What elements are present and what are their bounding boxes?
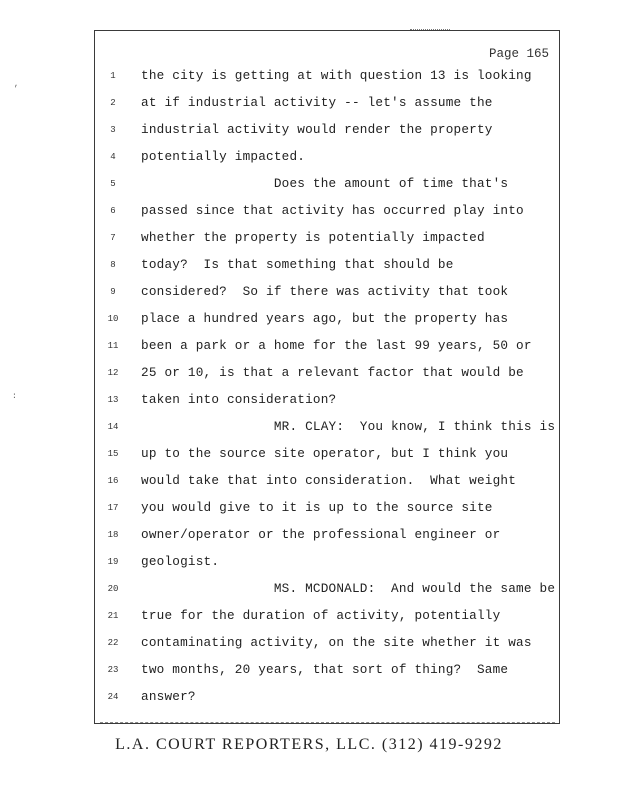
line-text: at if industrial activity -- let's assume the xyxy=(141,95,493,110)
line-text: place a hundred years ago, but the property has xyxy=(141,311,509,326)
transcript-line xyxy=(95,94,561,121)
line-number: 4 xyxy=(110,152,116,162)
line-number: 18 xyxy=(107,530,119,540)
transcript-page xyxy=(94,30,560,724)
line-text: today? Is that something that should be xyxy=(141,257,454,272)
line-text: up to the source site operator, but I think you xyxy=(141,446,509,461)
line-number: 22 xyxy=(107,638,119,648)
bottom-rule xyxy=(100,722,555,723)
transcript-line xyxy=(95,418,561,445)
line-number: 12 xyxy=(107,368,119,378)
line-text: passed since that activity has occurred play into xyxy=(141,203,524,218)
transcript-line xyxy=(95,445,561,472)
transcript-line xyxy=(95,391,561,418)
line-number: 1 xyxy=(110,71,116,81)
line-text: MR. CLAY: You know, I think this is xyxy=(141,419,556,434)
line-text: whether the property is potentially impacted xyxy=(141,230,485,245)
line-number: 5 xyxy=(110,179,116,189)
line-text: you would give to it is up to the source site xyxy=(141,500,493,515)
transcript-line xyxy=(95,553,561,580)
line-number: 15 xyxy=(107,449,119,459)
transcript-line xyxy=(95,526,561,553)
line-number: 2 xyxy=(110,98,116,108)
line-text: been a park or a home for the last 99 years, 50 or xyxy=(141,338,532,353)
transcript-line xyxy=(95,148,561,175)
footer-text: L.A. COURT REPORTERS, LLC. (312) 419-9292 xyxy=(115,736,503,753)
transcript-line xyxy=(95,175,561,202)
line-number: 14 xyxy=(107,422,119,432)
line-text: owner/operator or the professional engineer or xyxy=(141,527,501,542)
line-number: 23 xyxy=(107,665,119,675)
margin-mark: : xyxy=(12,392,17,401)
line-number: 19 xyxy=(107,557,119,567)
line-number: 17 xyxy=(107,503,119,513)
transcript-line xyxy=(95,67,561,94)
line-text: contaminating activity, on the site whether it was xyxy=(141,635,532,650)
transcript-line xyxy=(95,256,561,283)
line-text: answer? xyxy=(141,689,196,704)
margin-mark: , xyxy=(14,80,19,89)
line-text: industrial activity would render the property xyxy=(141,122,493,137)
line-text: 25 or 10, is that a relevant factor that would be xyxy=(141,365,524,380)
line-text: taken into consideration? xyxy=(141,392,337,407)
transcript-line xyxy=(95,364,561,391)
line-number: 24 xyxy=(107,692,119,702)
line-text: would take that into consideration. What weight xyxy=(141,473,517,488)
line-number: 13 xyxy=(107,395,119,405)
line-text: MS. MCDONALD: And would the same be xyxy=(141,581,556,596)
line-number: 6 xyxy=(110,206,116,216)
transcript-line xyxy=(95,661,561,688)
transcript-line xyxy=(95,202,561,229)
transcript-line xyxy=(95,499,561,526)
line-text: two months, 20 years, that sort of thing? Same xyxy=(141,662,509,677)
line-number: 21 xyxy=(107,611,119,621)
line-number: 20 xyxy=(107,584,119,594)
transcript-line xyxy=(95,229,561,256)
transcript-line xyxy=(95,310,561,337)
line-number: 16 xyxy=(107,476,119,486)
line-text: considered? So if there was activity that took xyxy=(141,284,509,299)
transcript-line xyxy=(95,337,561,364)
line-number: 10 xyxy=(107,314,119,324)
line-number: 3 xyxy=(110,125,116,135)
line-text: potentially impacted. xyxy=(141,149,306,164)
transcript-line xyxy=(95,607,561,634)
transcript-line xyxy=(95,580,561,607)
transcript-line xyxy=(95,688,561,715)
line-text: the city is getting at with question 13 is looking xyxy=(141,68,532,83)
line-text: geologist. xyxy=(141,554,220,569)
line-text: Does the amount of time that's xyxy=(141,176,509,191)
transcript-line xyxy=(95,634,561,661)
page-number: Page 165 xyxy=(488,47,549,61)
transcript-line xyxy=(95,472,561,499)
line-number: 9 xyxy=(110,287,116,297)
line-number: 11 xyxy=(107,341,119,351)
transcript-line xyxy=(95,283,561,310)
line-text: true for the duration of activity, potentially xyxy=(141,608,501,623)
transcript-line xyxy=(95,121,561,148)
line-number: 8 xyxy=(110,260,116,270)
line-number: 7 xyxy=(110,233,116,243)
